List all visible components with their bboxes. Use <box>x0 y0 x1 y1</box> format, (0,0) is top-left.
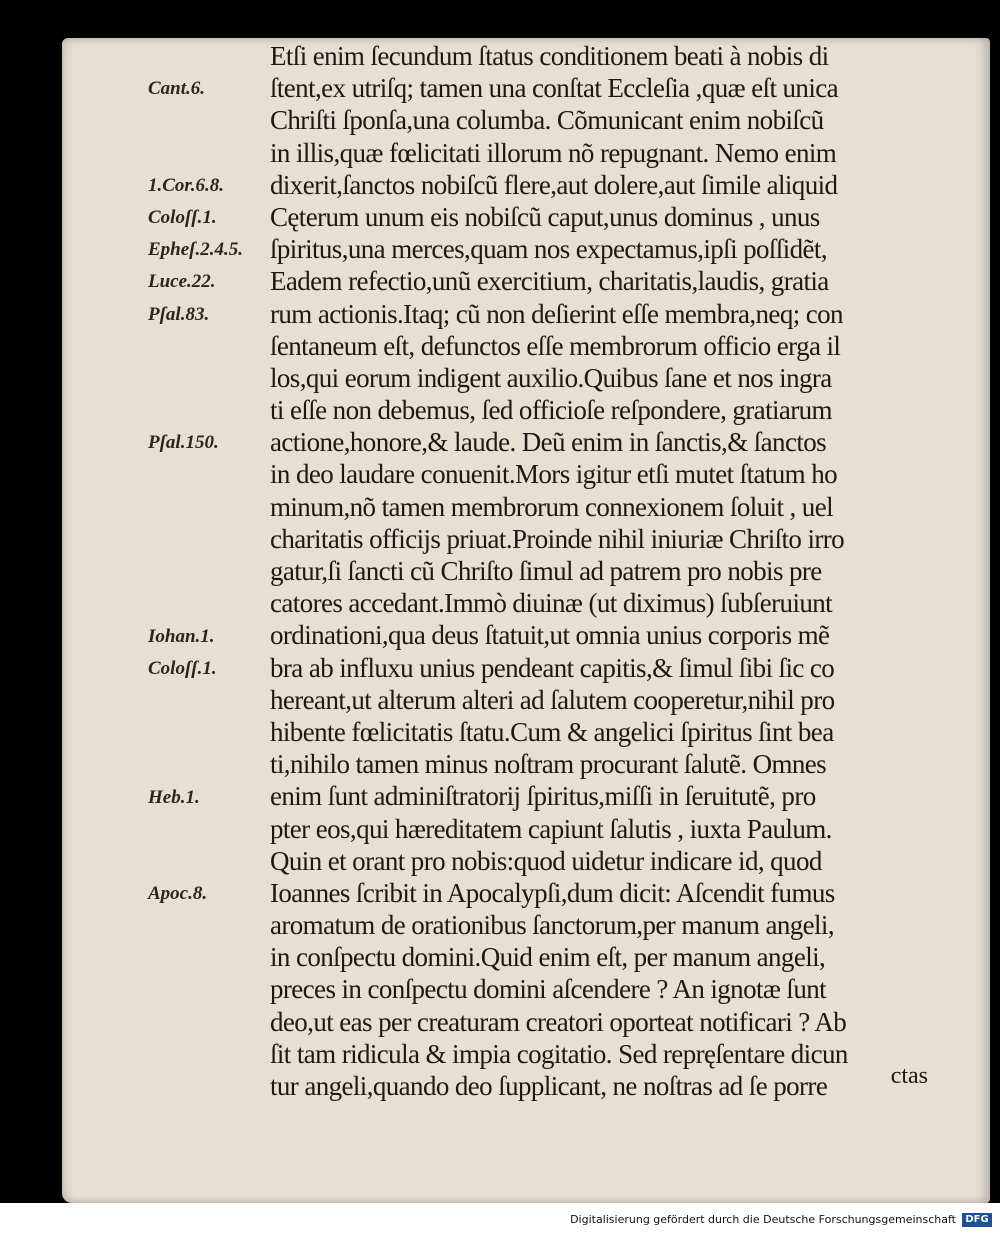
text-line: Quin et orant pro nobis:quod uidetur indicare id, quod <box>270 845 822 876</box>
margin-note: Apoc.8. <box>148 883 208 905</box>
text-line: Chriſti ſponſa,una columba. Cõmunicant enim nobiſcũ <box>270 105 824 136</box>
text-line: ſentaneum eſt, defunctos eſſe membrorum officio erga il <box>270 330 841 361</box>
margin-note: Epheſ.2.4.5. <box>148 239 243 261</box>
catchword: ctas <box>890 1063 928 1089</box>
text-line: ti eſſe non debemus, ſed officioſe reſpondere, gratiarum <box>270 395 832 426</box>
text-line: aromatum de orationibus ſanctorum,per manum angeli, <box>270 910 834 941</box>
funding-credit: Digitalisierung gefördert durch die Deutsche Forschungsgemeinschaft <box>570 1213 956 1226</box>
text-line: ſit tam ridicula & impia cogitatio. Sed repręſentare dicun <box>270 1038 848 1069</box>
text-line: minum,nõ tamen membrorum connexionem ſoluit , uel <box>270 491 833 522</box>
text-line: hereant,ut alterum alteri ad ſalutem cooperetur,nihil pro <box>270 684 835 715</box>
margin-note: 1.Cor.6.8. <box>148 174 225 196</box>
margin-note: Coloſſ.1. <box>148 207 217 228</box>
text-line: Eadem refectio,unũ exercitium, charitatis,laudis, gratia <box>270 266 829 297</box>
text-line: bra ab influxu unius pendeant capitis,& ſimul ſibi ſic co <box>270 652 835 683</box>
margin-note: Pſal.150. <box>148 432 219 454</box>
margin-note: Iohan.1. <box>148 625 215 647</box>
text-line: dixerit,ſanctos nobiſcũ flere,aut dolere,aut ſimile aliquid <box>270 169 838 200</box>
text-line: ſpiritus,una merces,quam nos expectamus,ipſi poſſidẽt, <box>270 234 827 265</box>
margin-note: Coloſſ.1. <box>148 657 217 679</box>
text-line: ſtent,ex utriſq; tamen una conſtat Eccleſia ,quæ eſt unica <box>270 73 838 104</box>
text-line: gatur,ſi ſancti cũ Chriſto ſimul ad patrem pro nobis pre <box>270 556 822 586</box>
text-line: hibente fœlicitatis ſtatu.Cum & angelici ſpiritus ſint bea <box>270 716 834 747</box>
text-line: Etſi enim ſecundum ſtatus conditionem beati à nobis di <box>270 41 829 71</box>
text-line: preces in conſpectu domini aſcendere ? An ignotæ ſunt <box>270 974 827 1005</box>
text-line: ordinationi,qua deus ſtatuit,ut omnia unius corporis mẽ <box>270 620 830 651</box>
margin-note: Cant.6. <box>148 78 206 100</box>
dfg-logo: DFG <box>962 1213 992 1227</box>
margin-note: Luce.22. <box>148 271 216 293</box>
text-line: in illis,quæ fœlicitati illorum nõ repugnant. Nemo enim <box>270 137 837 168</box>
text-line: Cęterum unum eis nobiſcũ caput,unus dominus , unus <box>270 201 820 232</box>
text-line: los,qui eorum indigent auxilio.Quibus ſane et nos ingra <box>270 362 832 393</box>
text-line: Ioannes ſcribit in Apocalypſi,dum dicit: Aſcendit fumus <box>270 877 835 908</box>
text-line: ti,nihilo tamen minus noſtram procurant ſalutẽ. Omnes <box>270 749 827 780</box>
text-line: pter eos,qui hæreditatem capiunt ſalutis , iuxta Paulum. <box>270 813 832 844</box>
text-line: in conſpectu domini.Quid enim eſt, per manum angeli, <box>270 942 826 973</box>
text-line: tur angeli,quando deo ſupplicant, ne noſtras ad ſe porre <box>270 1071 828 1101</box>
text-line: deo,ut eas per creaturam creatori oporteat notificari ? Ab <box>270 1006 847 1037</box>
margin-note: Heb.1. <box>148 786 200 808</box>
footer-bar <box>0 1203 1000 1233</box>
text-line: charitatis officijs priuat.Proinde nihil iniuriæ Chriſto irro <box>270 523 845 554</box>
text-line: in deo laudare conuenit.Mors igitur etſi mutet ſtatum ho <box>270 459 838 490</box>
text-line: rum actionis.Itaq; cũ non deſierint eſſe membra,neq; con <box>270 298 843 329</box>
main-text-block <box>270 40 930 1102</box>
margin-note: Pſal.83. <box>148 303 210 325</box>
text-line: catores accedant.Immò diuinæ (ut diximus) ſubſeruiunt <box>270 588 833 619</box>
text-line: enim ſunt adminiſtratorij ſpiritus,miſſi in ſeruitutẽ, pro <box>270 781 816 812</box>
text-line: actione,honore,& laude. Deũ enim in ſanctis,& ſanctos <box>270 427 827 458</box>
